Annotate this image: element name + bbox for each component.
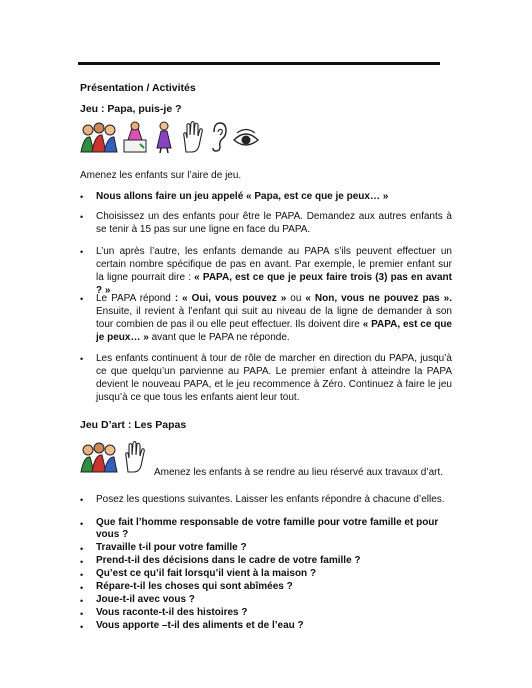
bullet-4-part-e: Ensuite, il revient à l’enfant qui suit au niveau de la ligne de demander à son tour combien de pas il ou elle peut effectuer. Ils doivent dire: [96, 306, 452, 330]
activity-icons-row: [80, 120, 260, 154]
game2-title: Jeu D’art : Les Papas: [80, 419, 187, 431]
bullet-marker: •: [80, 354, 84, 364]
bullet-marker: •: [80, 583, 84, 593]
question-item: Prend-t-il des décisions dans le cadre de votre famille ?: [96, 555, 361, 566]
question-item: Qu’est ce qu’il fait lorsqu’il vient à la maison ?: [96, 568, 317, 579]
bullet-4-part-d: « Non, vous ne pouvez pas ».: [305, 293, 452, 304]
bullet-4-part-a: Le PAPA répond: [96, 293, 175, 304]
children-group-icon: [80, 120, 118, 154]
ear-icon: [210, 120, 228, 154]
drawing-child-icon: [122, 120, 148, 154]
question-item: Vous apporte –t-il des aliments et de l’eau ?: [96, 620, 304, 631]
top-rule: [78, 62, 440, 65]
bullet-marker: •: [80, 247, 84, 257]
bullet-marker: •: [80, 609, 84, 619]
bullet-marker: •: [80, 622, 84, 632]
hand-icon: [180, 120, 206, 154]
bullet-marker: •: [80, 570, 84, 580]
eye-icon: [232, 120, 260, 154]
child-figure-icon: [152, 120, 176, 154]
bullet-5-text: Les enfants continuent à tour de rôle de marcher en direction du PAPA, jusqu’à ce que quelqu’un parvienne au PAPA. Le premier enfant à atteindre la PAPA devient le nouveau PAPA, et le jeu recommence à Zéro. Continuez à faire le jeu jusqu’à ce que tous les enfants aient leur tout.: [96, 353, 452, 403]
intro-text: Amenez les enfants sur l’aire de jeu.: [80, 170, 242, 181]
bullet-4-part-b: : « Oui, vous pouvez »: [174, 293, 287, 304]
question-item: Vous raconte-t-il des histoires ?: [96, 607, 248, 618]
question-item: Que fait l’homme responsable de votre famille pour votre famille et pour vous ?: [96, 517, 439, 540]
section-title: Présentation / Activités: [80, 82, 196, 94]
bullet-2-text: Choisissez un des enfants pour être le PAPA. Demandez aux autres enfants à se tenir à 15 pas sur une ligne en face du PAPA.: [96, 211, 452, 235]
bullet-3-plain: L’un après l’autre, les enfants demande au PAPA s’ils peuvent effectuer un certain nombre spécifique de pas en avant. Par exemple, le premier enfant sur la ligne pourrait dire :: [96, 246, 452, 283]
bullet-marker: •: [80, 544, 84, 554]
bullet-1-text: Nous allons faire un jeu appelé « Papa, est ce que je peux… »: [96, 191, 389, 202]
bullet-marker: •: [80, 294, 84, 304]
hand-icon: [122, 440, 148, 474]
bullet-marker: •: [80, 557, 84, 567]
question-item: Travaille t-il pour votre famille ?: [96, 542, 247, 553]
bullet-4-part-c: ou: [286, 293, 306, 304]
bullet-marker: •: [80, 212, 84, 222]
bullet-marker: •: [80, 596, 84, 606]
children-group-icon: [80, 440, 118, 474]
game1-title: Jeu : Papa, puis-je ?: [80, 103, 182, 115]
bullet-3-quote: « PAPA, est ce que je peux faire trois (3) pas en avant ? »: [96, 272, 452, 296]
bullet-marker: •: [80, 192, 84, 202]
art-icons-row: [80, 440, 148, 474]
question-item: Joue-t-il avec vous ?: [96, 594, 195, 605]
bullet-marker: •: [80, 519, 84, 529]
bullet-4-part-g: avant que le PAPA ne réponde.: [148, 332, 290, 343]
bullet-3-text: [96, 245, 452, 297]
art-bullet-text: Posez les questions suivantes. Laisser les enfants répondre à chacune d’elles.: [96, 494, 445, 505]
art-intro-text: Amenez les enfants à se rendre au lieu réservé aux travaux d’art.: [154, 467, 444, 478]
bullet-4-part-f: « PAPA, est ce que je peux… »: [96, 319, 452, 343]
question-item: Répare-t-il les choses qui sont abîmées ?: [96, 581, 293, 592]
bullet-marker: •: [80, 495, 84, 505]
bullet-4-text: [96, 292, 452, 344]
